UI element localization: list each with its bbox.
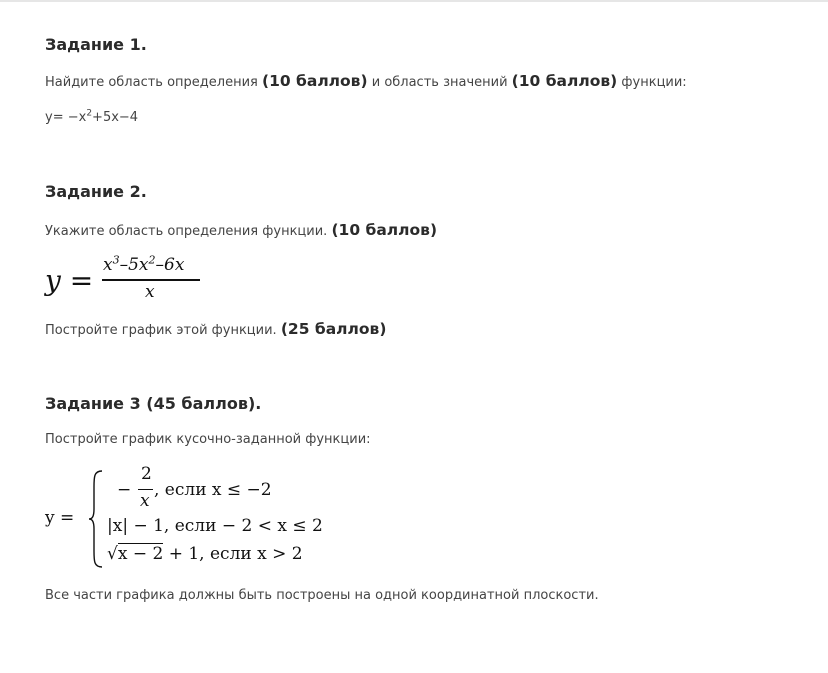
task1-formula-prefix: y= −x: [45, 110, 87, 125]
task1-points-a: (10 баллов): [262, 72, 368, 90]
task3-case3-rest: + 1, если x > 2: [163, 544, 303, 564]
task2-text: [45, 221, 437, 239]
task1-text: [45, 72, 687, 90]
task3-case3-rad: x − 2: [117, 544, 164, 564]
task2-text2-main: Постройте график этой функции.: [45, 323, 277, 338]
task2-points: (10 баллов): [331, 221, 438, 239]
task1-formula-exp: 2: [86, 108, 93, 119]
task3-case1-minus: −: [117, 480, 132, 500]
task1-text-c: функции:: [621, 75, 687, 90]
task2-denominator: x: [145, 282, 155, 302]
task2-num-b-exp: 2: [148, 253, 156, 267]
task3-case1-den: x: [140, 491, 150, 511]
task2-formula: [45, 255, 225, 307]
task2-formula-lhs: y =: [45, 264, 94, 297]
task3-lhs: [45, 508, 74, 528]
task2-title: Задание 2.: [45, 182, 147, 201]
task1-title: Задание 1.: [45, 35, 147, 54]
task3-lhs-text: y =: [45, 508, 75, 528]
task3-case1: [107, 465, 347, 511]
task3-brace: [88, 469, 104, 569]
task2-fraction-bar: [102, 279, 200, 281]
task3-case2: |x| − 1, если − 2 < x ≤ 2: [107, 516, 323, 536]
task1-text-a: Найдите область определения: [45, 75, 258, 90]
task1-text-b: и область значений: [371, 75, 508, 90]
task2-num-a-exp: 3: [112, 253, 120, 267]
task2-points2: (25 баллов): [280, 320, 387, 338]
task3-case1-num: 2: [141, 464, 152, 484]
task2-text2: [45, 320, 386, 338]
task3-text: Постройте график кусочно-заданной функции:: [45, 432, 371, 447]
task3-case3-sqrt: √: [107, 544, 118, 564]
task3-case3: [107, 544, 303, 564]
task3-title: Задание 3 (45 баллов).: [45, 394, 262, 413]
task3-case1-cond: , если x ≤ −2: [154, 480, 272, 500]
task2-numerator: [103, 255, 184, 275]
task3-note: Все части графика должны быть построены на одной координатной плоскости.: [45, 588, 599, 603]
task2-num-c: –6x: [155, 255, 185, 275]
top-divider: [0, 0, 828, 2]
task2-num-b: –5x: [119, 255, 149, 275]
task1-points-b: (10 баллов): [511, 72, 618, 90]
task1-formula-suffix: +5x−4: [92, 110, 139, 125]
task2-num-a: x: [103, 255, 113, 275]
task2-text-main: Укажите область определения функции.: [45, 224, 328, 239]
task3-piecewise: [45, 465, 345, 573]
task1-formula: [45, 110, 138, 125]
